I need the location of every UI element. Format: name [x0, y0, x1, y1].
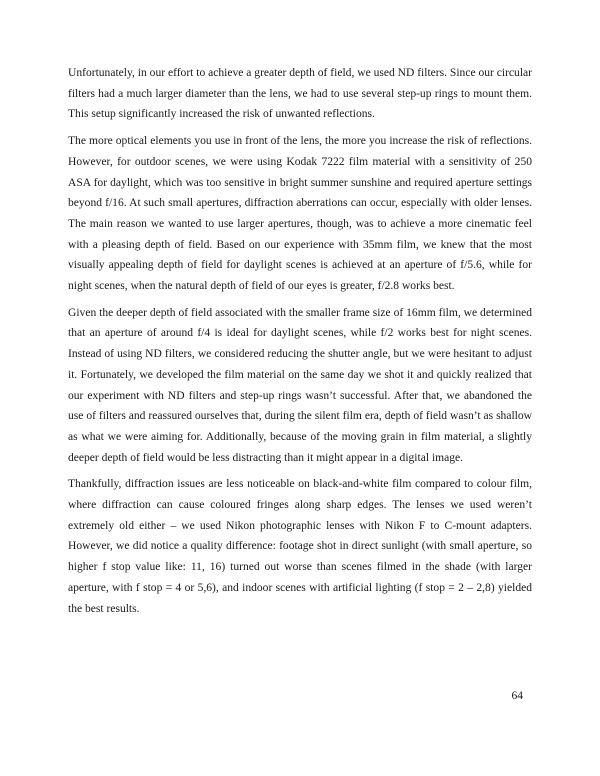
paragraph-16mm-aperture: Given the deeper depth of field associated with the smaller frame size of 16mm film, we determined that an aperture of around f/4 is ideal for daylight scenes, while f/2 works best for night scenes. Instead of using ND filters, we considered reducing the shutter angle, but we were hesitant to adjust it. Fortunately, we developed the film material on the same day we shot it and quickly realized that our experiment with ND filters and step-up rings wasn’t successful. After that, we abandoned the use of filters and reassured ourselves that, during the silent film era, depth of field wasn’t as shallow as what we were aiming for. Additionally, because of the moving grain in film material, a slightly deeper depth of field would be less distracting than it might appear in a digital image. [68, 306, 532, 464]
page-number: 64 [511, 690, 523, 702]
paragraph-optical-elements: The more optical elements you use in front of the lens, the more you increase the risk of reflections. However, for outdoor scenes, we were using Kodak 7222 film material with a sensitivity of 250 ASA for daylight, which was too sensitive in bright summer sunshine and required aperture settings beyond f/16. At such small apertures, diffraction aberrations can occur, especially with older lenses. The main reason we wanted to use larger apertures, though, was to achieve a more cinematic feel with a pleasing depth of field. Based on our experience with 35mm film, we knew that the most visually appealing depth of field for daylight scenes is achieved at an aperture of f/5.6, while for night scenes, when the natural depth of field of our eyes is greater, f/2.8 works best. [68, 135, 532, 293]
paragraph-nd-filters: Unfortunately, in our effort to achieve a greater depth of field, we used ND filters. Since our circular filters had a much larger diameter than the lens, we had to use several step-up rings to mount them. This setup significantly increased the risk of unwanted reflections. [68, 67, 532, 121]
paragraph-diffraction-lenses: Thankfully, diffraction issues are less noticeable on black-and-white film compared to colour film, where diffraction can cause coloured fringes along sharp edges. The lenses we used weren’t extremely old either – we used Nikon photographic lenses with Nikon F to C-mount adapters. However, we did notice a quality difference: footage shot in direct sunlight (with small aperture, so higher f stop value like: 11, 16) turned out worse than scenes filmed in the shade (with larger aperture, with f stop = 4 or 5,6), and indoor scenes with artificial lighting (f stop = 2 – 2,8) yielded the best results. [68, 478, 532, 615]
